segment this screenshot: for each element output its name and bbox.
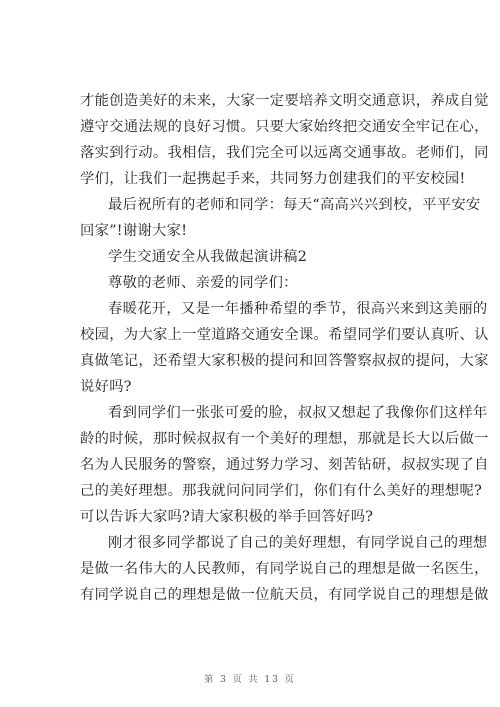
text-line: 遵守交通法规的良好习惯。只要大家始终把交通安全牢记在心， [80,119,489,135]
section-heading [80,244,420,270]
text-line: 最后祝所有的老师和同学：每天“高高兴兴到校，平平安安 [108,197,481,213]
paragraph-p6 [80,400,489,530]
paragraph-p5 [80,296,489,400]
text-line: 说好吗? [80,379,132,395]
text-line: 春暖花开，又是一年播种希望的季节，很高兴来到这美丽的 [108,301,488,317]
text-line: 龄的时候，那时候叔叔有一个美好的理想，那就是长大以后做一 [80,431,489,447]
paragraph-p2 [80,192,481,244]
text-line: 看到同学们一张张可爱的脸，叔叔又想起了我像你们这样年 [108,405,488,421]
text-line: 名为人民服务的警察，通过努力学习、刻苦钻研，叔叔实现了自 [80,457,489,473]
paragraph-salutation [80,270,420,296]
salutation-line: 尊敬的老师、亲爱的同学们： [108,275,298,291]
speech-title: 学生交通安全从我做起演讲稿2 [108,249,308,265]
text-line: 回家”!谢谢大家! [80,223,188,239]
text-line: 可以告诉大家吗?请大家积极的举手回答好吗? [80,509,374,525]
text-line: 己的美好理想。那我就问问同学们，你们有什么美好的理想呢? [80,483,483,499]
paragraph-p1 [80,88,489,192]
text-line: 刚才很多同学都说了自己的美好理想，有同学说自己的理想 [108,535,488,551]
page-number-footer: 第 3 页 共 13 页 [204,675,296,685]
text-line: 校园，为大家上一堂道路交通安全课。希望同学们要认真听、认 [80,327,489,343]
paragraph-p7 [80,530,489,608]
text-line: 有同学说自己的理想是做一位航天员，有同学说自己的理想是做 [80,587,489,603]
text-line: 真做笔记，还希望大家积极的提问和回答警察叔叔的提问，大家 [80,353,489,369]
document-body [80,88,489,608]
text-line: 才能创造美好的未来，大家一定要培养文明交通意识，养成自觉 [80,93,489,109]
text-line: 学们，让我们一起携起手来，共同努力创建我们的平安校园! [80,171,466,187]
text-line: 落实到行动。我相信，我们完全可以远离交通事故。老师们，同 [80,145,489,161]
text-line: 是做一名伟大的人民教师，有同学说自己的理想是做一名医生， [80,561,489,577]
